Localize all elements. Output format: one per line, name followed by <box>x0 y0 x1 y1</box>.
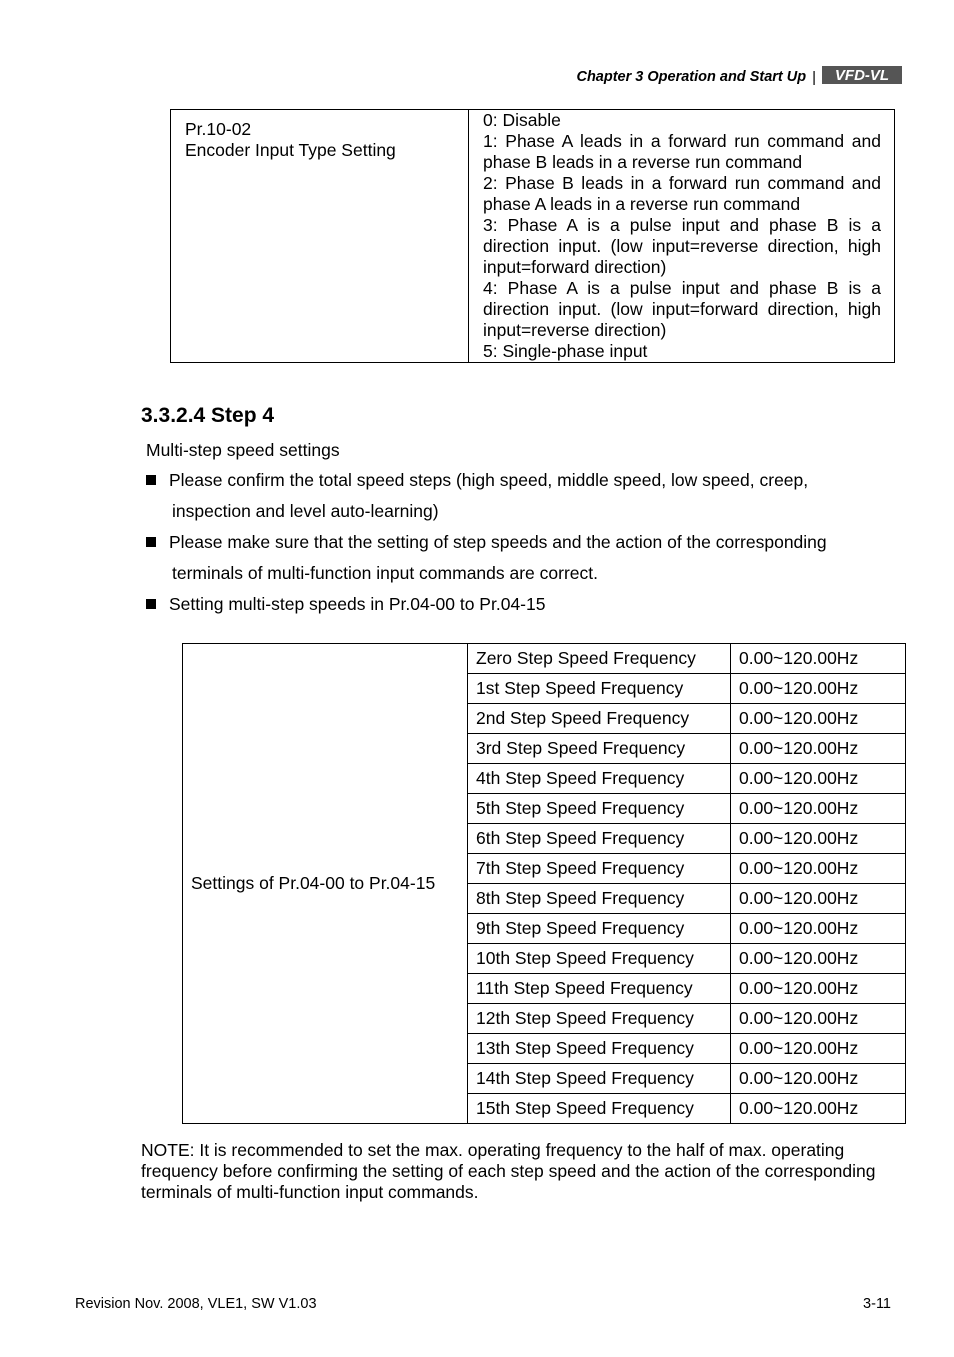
frequency-range-cell: 0.00~120.00Hz <box>731 1064 906 1094</box>
frequency-range-cell: 0.00~120.00Hz <box>731 794 906 824</box>
square-bullet-icon <box>146 475 156 485</box>
frequency-range-cell: 0.00~120.00Hz <box>731 734 906 764</box>
step-name-cell: 1st Step Speed Frequency <box>468 674 731 704</box>
square-bullet-icon <box>146 599 156 609</box>
step-name-cell: 12th Step Speed Frequency <box>468 1004 731 1034</box>
frequency-range-cell: 0.00~120.00Hz <box>731 974 906 1004</box>
vfd-vl-logo <box>822 66 902 89</box>
bullet-item <box>146 589 906 620</box>
step-name-cell: 14th Step Speed Frequency <box>468 1064 731 1094</box>
step-name-cell: 11th Step Speed Frequency <box>468 974 731 1004</box>
note-text: NOTE: It is recommended to set the max. operating frequency to the half of max. operating frequency before confirming the setting of each step speed and the action of the corresponding terminals of multi-function input commands. <box>141 1140 876 1202</box>
section-intro: Multi-step speed settings <box>146 440 340 460</box>
step-name-cell: 9th Step Speed Frequency <box>468 914 731 944</box>
frequency-range-cell: 0.00~120.00Hz <box>731 1094 906 1124</box>
option-item: 2: Phase B leads in a forward run command and phase A leads in a reverse run command <box>483 173 881 214</box>
step-name-cell: 5th Step Speed Frequency <box>468 794 731 824</box>
parameter-name: Encoder Input Type Setting <box>185 140 396 160</box>
step-name-cell: 6th Step Speed Frequency <box>468 824 731 854</box>
step-name-cell: 8th Step Speed Frequency <box>468 884 731 914</box>
frequency-range-cell: 0.00~120.00Hz <box>731 764 906 794</box>
step-name-cell: 4th Step Speed Frequency <box>468 764 731 794</box>
step-name-cell: 13th Step Speed Frequency <box>468 1034 731 1064</box>
step-name-cell: Zero Step Speed Frequency <box>468 644 731 674</box>
frequency-range-cell: 0.00~120.00Hz <box>731 1004 906 1034</box>
option-item: 4: Phase A is a pulse input and phase B is a direction input. (low input=forward direction, high input=reverse direction) <box>483 278 881 340</box>
page-number: 3-11 <box>863 1296 891 1312</box>
frequency-range-cell: 0.00~120.00Hz <box>731 944 906 974</box>
step-name-cell: 3rd Step Speed Frequency <box>468 734 731 764</box>
option-item: 3: Phase A is a pulse input and phase B is a direction input. (low input=reverse direction, high input=forward direction) <box>483 215 881 277</box>
settings-label-cell: Settings of Pr.04-00 to Pr.04-15 <box>183 644 468 1124</box>
revision-footer: Revision Nov. 2008, VLE1, SW V1.03 <box>75 1296 317 1312</box>
svg-text:VFD-VL: VFD-VL <box>834 66 890 84</box>
encoder-parameter-table <box>170 109 895 363</box>
step-name-cell: 7th Step Speed Frequency <box>468 854 731 884</box>
bullet-item <box>146 465 906 527</box>
frequency-range-cell: 0.00~120.00Hz <box>731 674 906 704</box>
bullet-item <box>146 527 906 589</box>
parameter-id: Pr.10-02 <box>185 119 252 139</box>
section-heading: 3.3.2.4 Step 4 <box>141 404 275 427</box>
table-row <box>183 644 906 674</box>
frequency-range-cell: 0.00~120.00Hz <box>731 704 906 734</box>
frequency-range-cell: 0.00~120.00Hz <box>731 884 906 914</box>
frequency-range-cell: 0.00~120.00Hz <box>731 644 906 674</box>
option-item: 0: Disable <box>483 110 561 130</box>
bullet-text-continued: terminals of multi-function input commands are correct. <box>172 563 598 583</box>
option-item: 5: Single-phase input <box>483 341 648 361</box>
bullet-list <box>146 465 906 620</box>
frequency-range-cell: 0.00~120.00Hz <box>731 914 906 944</box>
parameter-cell <box>171 110 469 363</box>
square-bullet-icon <box>146 537 156 547</box>
option-item: 1: Phase A leads in a forward run command and phase B leads in a reverse run command <box>483 131 881 172</box>
step-name-cell: 15th Step Speed Frequency <box>468 1094 731 1124</box>
bullet-text: Setting multi-step speeds in Pr.04-00 to Pr.04-15 <box>169 594 546 614</box>
frequency-range-cell: 0.00~120.00Hz <box>731 824 906 854</box>
bullet-text: Please confirm the total speed steps (high speed, middle speed, low speed, creep, <box>169 470 809 490</box>
chapter-title: Chapter 3 Operation and Start Up <box>576 69 807 85</box>
header-separator: | <box>812 68 816 86</box>
frequency-range-cell: 0.00~120.00Hz <box>731 854 906 884</box>
multi-step-speed-table <box>182 643 906 1124</box>
step-name-cell: 2nd Step Speed Frequency <box>468 704 731 734</box>
parameter-options-cell <box>469 110 895 363</box>
page-header <box>576 66 902 88</box>
frequency-range-cell: 0.00~120.00Hz <box>731 1034 906 1064</box>
step-name-cell: 10th Step Speed Frequency <box>468 944 731 974</box>
bullet-text: Please make sure that the setting of step speeds and the action of the corresponding <box>169 532 827 552</box>
bullet-text-continued: inspection and level auto-learning) <box>172 501 439 521</box>
